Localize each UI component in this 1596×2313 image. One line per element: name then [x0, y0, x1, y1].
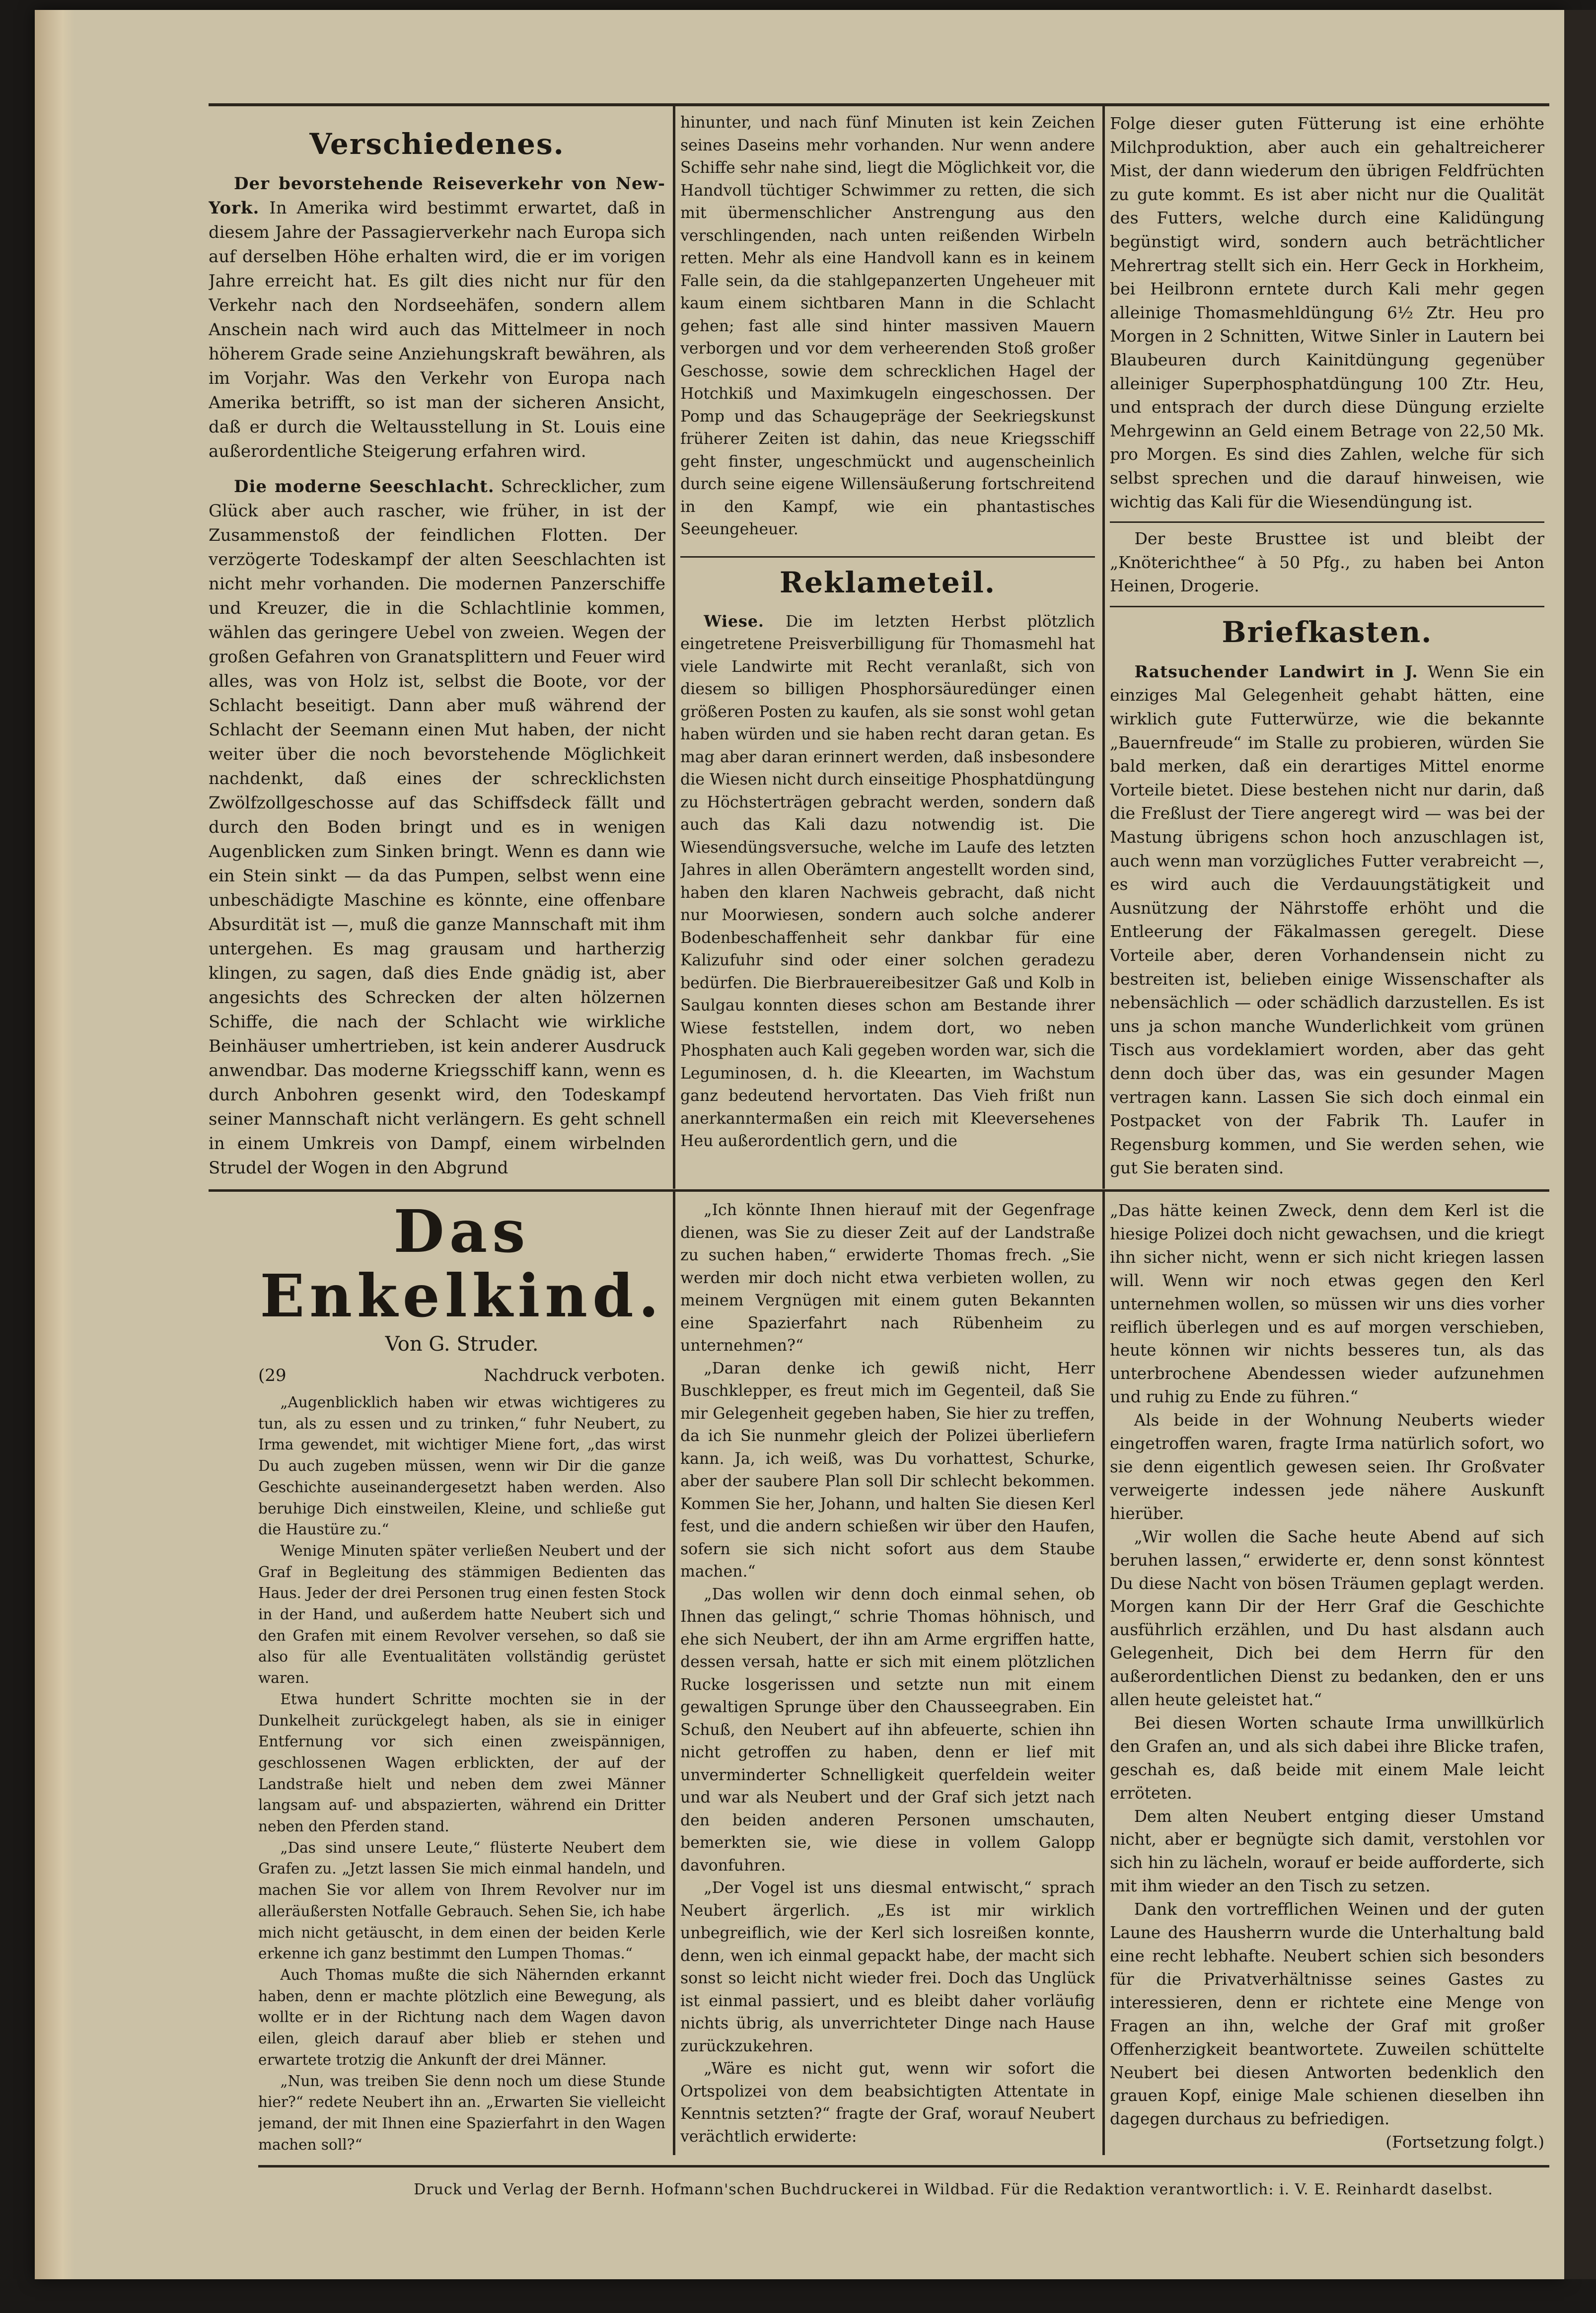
story-paragraph: „Das wollen wir denn doch einmal sehen, ob Ihnen das gelingt,“ schrie Thomas höhnisch, und ehe sich Neubert, der ihn am Arme ergriffen hatte, dessen versah, hatte er sich mit einem plötzlichen Rucke losgerissen und setzte nun mit einem gewaltigen Sprunge über den Chausseegraben. Ein Schuß, den Neubert auf ihn abfeuerte, schien ihn nicht getroffen zu haben, denn er lief mit unverminderter Schnelligkeit querfeldein weiter und war als Neubert und der Graf sich jetzt nach den beiden anderen Personen umschauten, bemerkten sie, wie diese in vollem Galopp davonfuhren. — [680, 1585, 1095, 1875]
column-rule — [1102, 1192, 1105, 2155]
serial-byline: Von G. Struder. — [385, 1333, 539, 1356]
article-seeschlacht-continued: hinunter, und nach fünf Minuten ist kein Zeichen seines Daseins mehr vorhanden. Nur wenn andere Schiffe sehr nahe sind, liegt die Möglichkeit vor, die Handvoll tüchtiger Schwimmer zu retten, die sich mit übermenschlicher Anstrengung aus den verschlingenden, nach unten reißenden Wirbeln retten. Mehr als eine Handvoll kann es in keinem Falle sein, da die stahlgepanzerten Ungeheuer mit kaum einem sichtbaren Mann in die Schlacht gehen; fast alle sind hinter massiven Mauern verborgen und vor dem verheerenden Stoß großer Geschosse, sowie dem schrecklichen Hagel der Hotchkiß und Maximkugeln eingeschossen. Der Pomp und das Schaugepräge der Seekriegskunst früherer Zeiten ist dahin, das neue Kriegsschiff geht finster, ungeschmückt und augenscheinlich durch seine eigene Willensäußerung fortschreitend in den Kampf, wie ein phantastisches Seeungeheuer. — [680, 114, 1095, 538]
story-paragraph: „Daran denke ich gewiß nicht, Herr Buschklepper, es freut mich im Gegenteil, daß Sie mir Gelegenheit gegeben haben, Sie hier zu treffen, da ich Sie nunmehr gleich der Polizei überliefern kann. Ja, ich weiß, was Du vorhattest, Schurke, aber der saubere Plan soll Dir schlecht bekommen. Kommen Sie her, Johann, und halten Sie diesen Kerl fest, und die andern schießen wir über den Haufen, sofern sie sich nicht sofort aus dem Staube machen.“ — [680, 1359, 1095, 1581]
story-paragraph: Bei diesen Worten schaute Irma unwillkürlich den Grafen an, und als sich dabei ihre Blicke trafen, geschah es, daß beide mit einem Male leicht erröteten. — [1110, 1713, 1544, 1803]
column-middle-upper — [680, 112, 1095, 1187]
article-head: Wiese. — [704, 612, 764, 631]
section-heading-verschiedenes: Verschiedenes. — [309, 127, 565, 161]
article-briefkasten — [1110, 660, 1544, 1180]
imprint-footer: Druck und Verlag der Bernh. Hofmann'schen Buchdruckerei in Wildbad. Für die Redaktion verantwortlich: i. V. E. Reinhardt daselbst. — [414, 2181, 1493, 2198]
column-verschiedenes — [209, 119, 665, 1187]
serial-info — [258, 1363, 665, 1388]
story-paragraph: „Der Vogel ist uns diesmal entwischt,“ sprach Neubert ärgerlich. „Es ist mir wirklich unbegreiflich, wie der Kerl sich losreißen konnte, denn, wen ich einmal gepackt habe, der macht sich sonst so leicht nicht wieder frei. Doch das Unglück ist einmal passiert, und es bleibt daher vorläufig nichts übrig, als unverrichteter Dinge nach Hause zurückzukehren. — [680, 1879, 1095, 2055]
article-text: In Amerika wird bestimmt erwartet, daß in diesem Jahre der Passagierverkehr nach Europa sich auf derselben Höhe erhalten wird, die er im vorigen Jahre erreicht hat. Es gilt dies nicht nur für den Verkehr nach den Nordseehäfen, sondern allem Anschein nach wird auch das Mittelmeer in noch höherem Grade seine Anziehungskraft bewähren, als im Vorjahr. Was den Verkehr von Europa nach Amerika betrifft, so ist man der sicheren Ansicht, daß er durch die Weltausstellung in St. Louis eine außerordentliche Steigerung erfahren wird. — [209, 198, 665, 461]
continued-notice: (Fortsetzung folgt.) — [1385, 2133, 1544, 2152]
article-wiese — [680, 610, 1095, 1153]
article-head: Der bevorstehende Reiseverkehr von New-York. — [209, 174, 665, 218]
column-enkelkind-1 — [258, 1199, 665, 2158]
column-rule — [1102, 106, 1105, 1189]
reprint-notice: Nachdruck verboten. — [484, 1366, 665, 1385]
article-text: Wenn Sie ein einziges Mal Gelegenheit gehabt hätten, eine wirklich gute Futterwürze, wie die bekannte „Bauernfreude“ im Stalle zu probieren, würden Sie bald merken, daß ein derartiges Mittel enorme Vorteile bietet. Diese bestehen nicht nur darin, daß die Freßlust der Tiere angeregt wird — was bei der Mastung übrigens schon hoch anzuschlagen ist, auch wenn man vorzügliches Futter verabreicht —, es wird auch die Verdauungstätigkeit und Ausnützung der Nährstoffe erhöht und die Entleerung der Fäkalmassen geregelt. Diese Vorteile aber, deren Vorhandensein nicht zu bestreiten ist, belieben einige Wissenschafter als nebensächlich — oder schädlich darzustellen. Es ist uns ja schon manche Wunderlichkeit vom grünen Tisch aus vordeklamiert worden, aber das geht denn doch über das, was ein gesunder Magen vertragen kann. Lassen Sie sich doch einmal ein Postpacket von der Fabrik Th. Laufer in Regensburg kommen, und Sie werden sehen, wie gut Sie beraten sind. — [1110, 661, 1544, 1178]
story-paragraph: Als beide in der Wohnung Neuberts wieder eingetroffen waren, fragte Irma natürlich sofort, wo sie denn eigentlich gewesen seien. Ihr Großvater verweigerte indessen jede nähere Auskunft hierüber. — [1110, 1411, 1544, 1523]
article-head: Ratsuchender Landwirt in J. — [1134, 661, 1418, 681]
section-heading-briefkasten: Briefkasten. — [1222, 615, 1433, 649]
story-paragraph: Wenige Minuten später verließen Neubert und der Graf in Begleitung des stämmigen Bedienten das Haus. Jeder der drei Personen trug einen festen Stock in der Hand, und außerdem hatte Neubert sich und den Grafen mit einem Revolver versehen, so daß sie also für alle Eventualitäten vollständig gerüstet waren. — [258, 1542, 665, 1687]
top-rule — [209, 103, 1549, 106]
column-enkelkind-3 — [1110, 1199, 1544, 2158]
story-paragraph: Etwa hundert Schritte mochten sie in der Dunkelheit zurückgelegt haben, als sie in einiger Entfernung vor sich einen zweispännigen, geschlossenen Wagen erblickten, der auf der Landstraße hielt und neben dem zwei Männer langsam auf- und abspazierten, während ein Dritter neben den Pferden stand. — [258, 1690, 665, 1835]
footer-rule — [258, 2165, 1549, 2168]
section-rule — [1110, 521, 1544, 523]
article-wiese-continued: Folge dieser guten Fütterung ist eine erhöhte Milchproduktion, aber auch ein gehaltreicherer Mist, der dann wiederum den übrigen Feldfrüchten zu gute kommt. Es ist aber nicht nur die Qualität des Futters, welche durch eine Kalidüngung begünstigt wird, sondern auch beträchtlicher Mehrertrag stellt sich ein. Herr Geck in Horkheim, bei Heilbronn erntete durch Kali mehr gegen alleinige Thomasmehldüngung 6½ Ztr. Heu pro Morgen in 2 Schnitten, Witwe Sinler in Lautern bei Blaubeuren durch Kainitdüngung gegenüber alleiniger Superphosphatdüngung 100 Ztr. Heu, und entsprach der durch diese Düngung erzielte Mehrgewinn an Geld einem Betrage von 22,50 Mk. pro Morgen. Es sind dies Zahlen, welche für sich selbst sprechen und die darauf hinweisen, wie wichtig das Kali für die Wiesendüngung ist. — [1110, 114, 1544, 511]
story-paragraph: „Das hätte keinen Zweck, denn dem Kerl ist die hiesige Polizei doch nicht gewachsen, und die kriegt ihn sicher nicht, wenn er sich nicht kriegen lassen will. Wenn wir noch etwas gegen den Kerl unternehmen wollen, so müssen wir uns dies vorher reiflich überlegen und es auf morgen verschieben, heute können wir nichts besseres tun, als das unterbrochene Abendessen wieder aufzunehmen und ruhig zu Ende zu führen.“ — [1110, 1201, 1544, 1407]
story-paragraph: Dem alten Neubert entging dieser Umstand nicht, aber er begnügte sich damit, verstohlen vor sich hin zu lächeln, worauf er beide aufforderte, sich mit ihm wieder an den Tisch zu setzen. — [1110, 1807, 1544, 1896]
story-paragraph: „Wäre es nicht gut, wenn wir sofort die Ortspolizei von dem beabsichtigten Attentate in Kenntnis setzten?“ fragte der Graf, worauf Neubert verächtlich erwiderte: — [680, 2060, 1095, 2146]
story-paragraph: „Nun, was treiben Sie denn noch um diese Stunde hier?“ redete Neubert ihn an. „Erwarten Sie vielleicht jemand, der mit Ihnen eine Spazierfahrt in den Wagen machen soll?“ — [258, 2072, 665, 2153]
story-paragraph: Auch Thomas mußte die sich Nähernden erkannt haben, denn er machte plötzlich eine Bewegung, als wollte er in der Richtung nach dem Wagen davon eilen, gleich darauf aber blieb er stehen und erwartete trotzig die Ankunft der drei Männer. — [258, 1966, 665, 2068]
serial-number: (29 — [258, 1366, 287, 1385]
section-heading-reklameteil: Reklameteil. — [779, 565, 996, 599]
article-text: Schrecklicher, zum Glück aber auch rascher, wie früher, in ist der Zusammenstoß der feindlichen Flotten. Der verzögerte Todeskampf der alten Seeschlachten ist nicht mehr vorhanden. Die modernen Panzerschiffe und Kreuzer, die in die Schlachtlinie kommen, wählen das geringere Uebel von zweien. Wegen der großen Gefahren von Granatsplittern und Feuer wird alles, was von Holz ist, selbst die Boote, vor der Schlacht beseitigt. Dann aber muß während der Schlacht der Seemann einen Mut haben, der nicht weiter über die noch bevorstehende Möglichkeit nachdenkt, daß eines der schrecklichsten Zwölfzollgeschosse auf das Schiffsdeck fällt und durch den Boden bringt und es in wenigen Augenblicken zum Sinken bringt. Wenn es dann wie ein Stein sinkt — da das Pumpen, selbst wenn eine unbeschädigte Maschine es könnte, eine offenbare Absurdität ist —, muß die ganze Mannschaft mit ihm untergehen. Es mag grausam und hartherzig klingen, zu sagen, daß dies Ende gnädig ist, aber angesichts des Schrecken der alten hölzernen Schiffe, die nach der Schlacht wie wirkliche Beinhäuser umhertrieben, ist kein anderer Ausdruck anwendbar. Das moderne Kriegsschiff kann, wenn es durch Anbohren gesenkt wird, den Todeskampf seiner Mannschaft nicht verlängern. Es geht schnell in einem Umkreis von Dampf, einem wirbelnden Strudel der Wogen in den Abgrund — [209, 477, 665, 1178]
column-enkelkind-2 — [680, 1199, 1095, 2158]
section-rule — [1110, 606, 1544, 607]
section-rule — [209, 1189, 1549, 1192]
article-seeschlacht — [209, 475, 665, 1180]
story-paragraph: „Augenblicklich haben wir etwas wichtigeres zu tun, als zu essen und zu trinken,“ fuhr Neubert, zu Irma gewendet, mit wichtiger Miene fort, „das wirst Du auch zugeben müssen, wenn wir Dir die ganze Geschichte auseinandergesetzt haben werden. Also beruhige Dich einstweilen, Kleine, und schließe gut die Haustüre zu.“ — [258, 1394, 665, 1538]
story-paragraph: „Ich könnte Ihnen hierauf mit der Gegenfrage dienen, was Sie zu dieser Zeit auf der Landstraße zu suchen haben,“ erwiderte Thomas frech. „Sie werden mir doch nicht etwa verbieten wollen, zu meinem Vergnügen mit einem guten Bekannten eine Spazierfahrt nach Rübenheim zu unternehmen?“ — [680, 1201, 1095, 1355]
article-head: Die moderne Seeschlacht. — [234, 477, 495, 497]
section-rule — [680, 556, 1095, 558]
advertisement-brusttee: Der beste Brusttee ist und bleibt der „Knöterichthee“ à 50 Pfg., zu haben bei Anton Heinen, Drogerie. — [1110, 529, 1544, 596]
column-rule — [673, 1192, 675, 2155]
story-paragraph: „Das sind unsere Leute,“ flüsterte Neubert dem Grafen zu. „Jetzt lassen Sie mich einmal handeln, und machen Sie vor allem von Ihrem Revolver nur im alleräußersten Notfalle Gebrauch. Sehen Sie, ich habe mich nicht getäuscht, in dem einen der beiden Kerle erkenne ich ganz bestimmt den Lumpen Thomas.“ — [258, 1839, 665, 1962]
article-text: Die im letzten Herbst plötzlich eingetretene Preisverbilligung für Thomasmehl hat viele Landwirte mit Recht veranlaßt, sich von diesem so billigen Phosphorsäuredünger einen größeren Posten zu kaufen, als sie sonst wohl getan haben würden und sie haben recht daran getan. Es mag aber daran erinnert werden, daß insbesondere die Wiesen nicht durch einseitige Phosphatdüngung zu Höchsterträgen gebracht werden, sondern daß auch das Kali dazu notwendig ist. Die Wiesendüngsversuche, welche im Laufe des letzten Jahres in allen Oberämtern angestellt worden sind, haben den klaren Nachweis gebracht, daß nicht nur Moorwiesen, sondern auch solche anderer Bodenbeschaffenheit sehr dankbar für eine Kalizufuhr sind oder einer solchen geradezu bedürfen. Die Bierbrauereibesitzer Gaß und Kolb in Saulgau konnten dieses schon am Bestande ihrer Wiese feststellen, indem dort, wo neben Phosphaten auch Kali gegeben worden war, sich die Leguminosen, d. h. die Kleearten, im Wachstum ganz bedeutend hervortaten. Das Vieh frißt nun anerkanntermaßen ein reich mit Kleeversehenes Heu außerordentlich gern, und die — [680, 612, 1095, 1150]
serial-title: Das Enkelkind. — [260, 1199, 664, 1330]
column-right-upper — [1110, 112, 1544, 1187]
article-reiseverkehr — [209, 172, 665, 464]
story-paragraph: Dank den vortrefflichen Weinen und der guten Laune des Hausherrn wurde die Unterhaltung bald eine recht lebhafte. Neubert schien sich besonders für die Privatverhältnisse seines Gastes zu interessieren, denn er richtete eine Menge von Fragen an ihn, welche der Graf mit großer Offenherzigkeit beantwortete. Zuweilen schüttelte Neubert bei diesen Antworten bedenklich den grauen Kopf, einige Male schienen dieselben ihn dagegen durchaus zu befriedigen. — [1110, 1900, 1544, 2129]
story-paragraph: „Wir wollen die Sache heute Abend auf sich beruhen lassen,“ erwiderte er, denn sonst könntest Du diese Nacht von bösen Träumen geplagt werden. Morgen kann Dir der Herr Graf die Geschichte ausführlich erzählen, und Du hast alsdann auch Gelegenheit, Dich bei dem Herrn für den außerordentlichen Dienst zu bedanken, den er uns allen heute geleistet hat.“ — [1110, 1527, 1544, 1710]
column-rule — [673, 106, 675, 1189]
